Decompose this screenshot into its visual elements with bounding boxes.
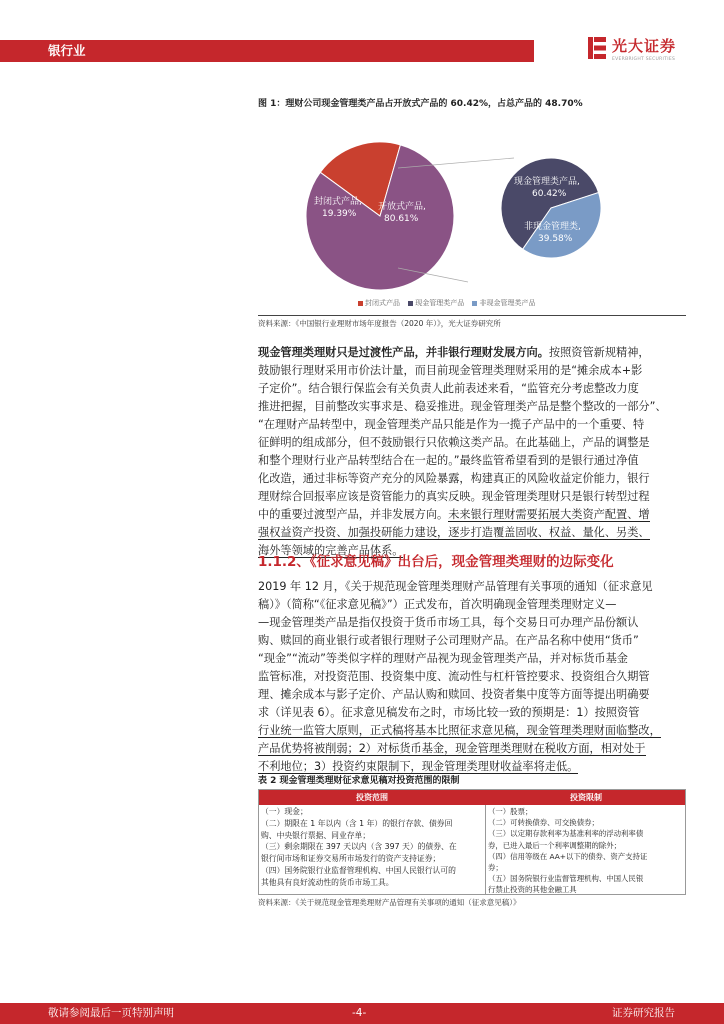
everbright-logo-icon xyxy=(586,36,608,60)
pie-label-open: 开放式产品, 80.61% xyxy=(378,202,426,224)
figure-source: 资料来源：《中国银行业理财市场年度报告（2020 年）》，光大证券研究所 xyxy=(258,319,501,328)
underlined-text: 未来银行理财需要拓展大类资产配置、增 xyxy=(448,508,650,521)
pie-label-closed: 封闭式产品, 19.39% xyxy=(314,197,362,219)
section-title: 1.1.2、《征求意见稿》出台后，现金管理类理财的边际变化 xyxy=(258,554,614,570)
legend-closed: 封闭式产品 xyxy=(365,299,400,307)
table-column-divider xyxy=(485,805,486,895)
sector-label: 银行业 xyxy=(48,43,86,58)
legend-swatch-noncash xyxy=(472,301,477,306)
table-source: 资料来源：《关于规范现金管理类理财产品管理有关事项的通知（征求意见稿）》 xyxy=(258,898,521,907)
logo-text: 光大证券 xyxy=(612,37,677,55)
logo-subtext: EVERBRIGHT SECURITIES xyxy=(612,57,676,62)
legend-cash: 现金管理类产品 xyxy=(415,299,465,307)
paragraph-draft-rules: 2019 年 12 月，《关于规范现金管理类理财产品管理有关事项的通知（征求意见 稿）》（简称“《征求意见稿》”）正式发布，首次明确现金管理类理财定义— —现金管理类产品是指仅投资于货币市场工具，每个交易日可办理产品份额认 购、赎回的商业银行或者银行理财子公司理财产品。在产品名称中使用“货币” “现金”“流动”等类似字样的理财产品视为现金管理类产品，并对标货币基金 监管标准，对投资范围、投资集中度、流动性与杠杆管控要求、投资组合久期管 理、摊余成本与影子定价、产品认购和赎回、投资者集中度等方面等提出明确要 求（详见表 6）。征求意见稿发布之时，市场比较一致的预期是：1）按照资管 行业统一监管大原则，正式稿将基本比照征求意见稿，现金管理类理财面临整改， 产品优势将被削弱；2）对标货币基金，现金管理类理财在税收方面，相对处于 不利地位；3）投资约束限制下，现金管理类理财收益率将走低。 xyxy=(258,580,661,773)
figure-caption: 图 1：理财公司现金管理类产品占开放式产品的 60.42%，占总产品的 48.70% xyxy=(258,99,583,109)
page-header xyxy=(0,30,724,72)
table-cell-limits: （一）股票； （二）可转换债券、可交换债券； （三）以定期存款利率为基准利率的浮动利率债 券，已进入最后一个利率调整期的除外； （四）信用等级在 AA+以下的债券、资产支持证 券； （五）国务院银行业监督管理机构、中国人民银 行禁止投资的其他金融工具 xyxy=(488,807,648,895)
chart-legend xyxy=(358,298,541,308)
legend-swatch-closed xyxy=(358,301,363,306)
underlined-text: 行业统一监管大原则，正式稿将基本比照征求意见稿，现金管理类理财面临整改， xyxy=(258,724,661,737)
paragraph-cash-management-transition: 现金管理类理财只是过渡性产品，并非银行理财发展方向。按照资管新规精神， 鼓励银行理财采用市价法计量，而目前现金管理类理财采用的是“摊余成本+影 子定价”。结合银行保监会有关负责人此前表述来看，“监管充分考虑整改力度 推进把握，目前整改实事求是、稳妥推进。现金管理类产品是整个整改的一部分”、 “在理财产品转型中，现金管理类产品只能是作为一揽子产品中的一个重要、特 征鲜明的组成部分，但不鼓励银行只依赖这类产品。在此基础上，产品的调整是 和整个理财行业产品转型结合在一起的。”最终监管希望看到的是银行通过净值 化改造，通过非标等资产充分的风险暴露，构建真正的风险收益定价能力，银行 理财综合回报率应该是资管能力的真实反映。现金管理类理财只是银行转型过程 中的重要过渡型产品，并非发展方向。未来银行理财需要拓展大类资产配置、增 强权益资产投资、加强投研能力建设，逐步打造覆盖固收、权益、量化、另类、 海外等领域的完善产品体系。 xyxy=(258,346,667,557)
table-header-scope: 投资范围 xyxy=(356,793,388,802)
footer-report-type: 证券研究报告 xyxy=(612,1007,675,1019)
page-number: -4- xyxy=(352,1007,367,1019)
investment-scope-table xyxy=(258,789,686,895)
legend-noncash: 非现金管理类产品 xyxy=(479,299,536,307)
table-caption: 表 2 现金管理类理财征求意见稿对投资范围的限制 xyxy=(258,776,460,786)
table-cell-scope: （一）现金； （二）期限在 1 年以内（含 1 年）的银行存款、债券回 购、中央银行票据、同业存单； （三）剩余期限在 397 天以内（含 397 天）的债券、在 银行间市场和证券交易所市场发行的资产支持证券； （四）国务院银行业监督管理机构、中国人民银行认可的 其他具有良好流动性的货币市场工具。 xyxy=(261,807,457,887)
figure-divider xyxy=(258,315,686,316)
footer-disclaimer: 敬请参阅最后一页特别声明 xyxy=(48,1007,174,1019)
pie-label-noncash: 非现金管理类, 39.58% xyxy=(524,222,581,244)
legend-swatch-cash xyxy=(408,301,413,306)
pie-label-cash: 现金管理类产品, 60.42% xyxy=(514,177,580,199)
paragraph-bold-lead: 现金管理类理财只是过渡性产品，并非银行理财发展方向。 xyxy=(258,346,549,359)
page-footer xyxy=(0,1003,724,1024)
table-header-limits: 投资限制 xyxy=(570,793,602,802)
pie-chart-figure xyxy=(258,110,688,312)
